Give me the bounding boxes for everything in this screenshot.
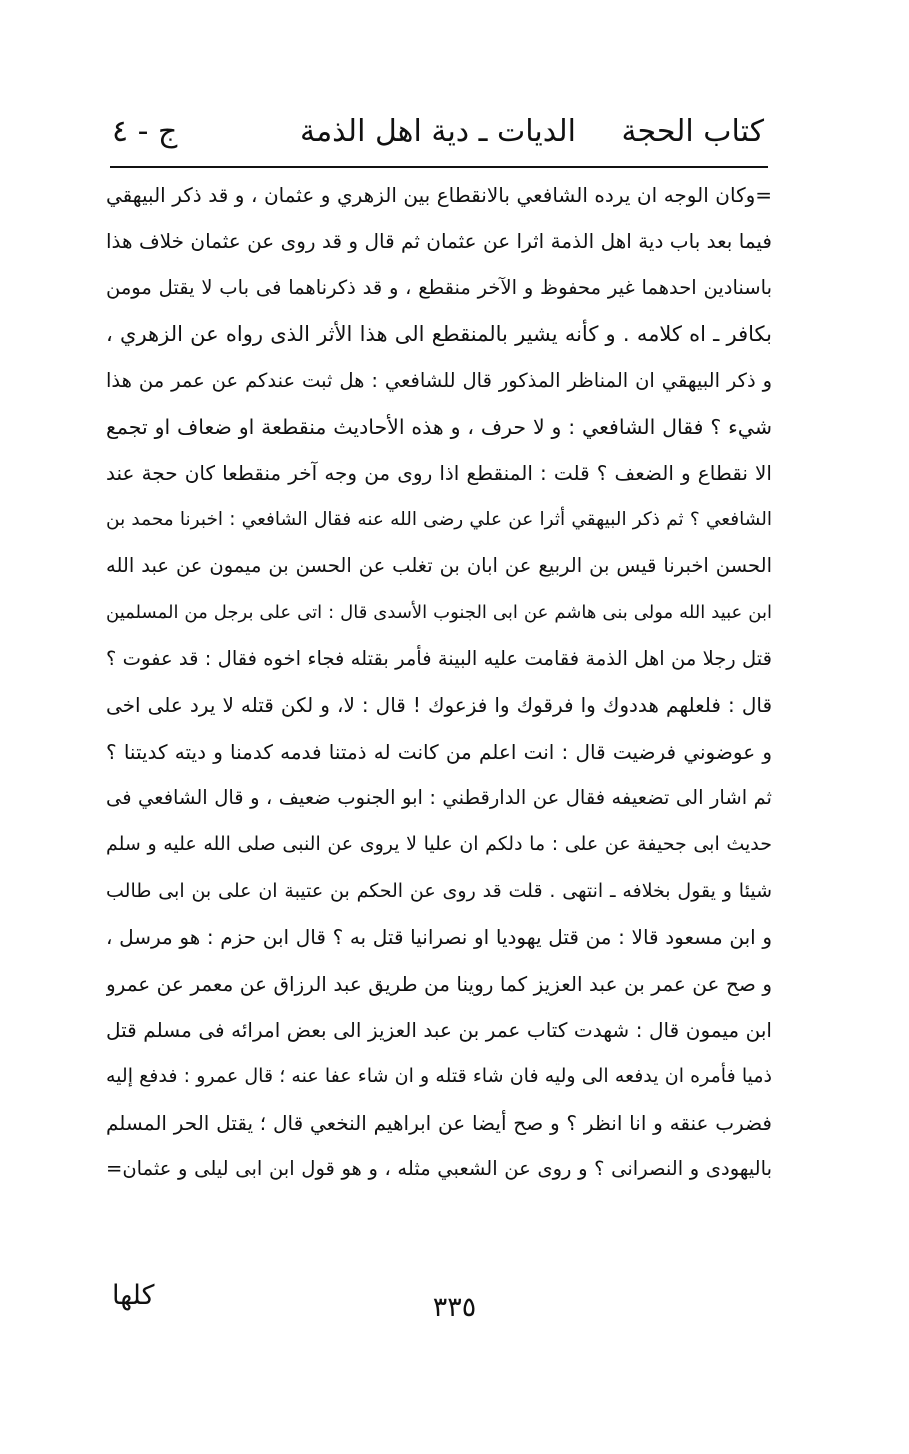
- text-line: باسنادين احدهما غير محفوظ و الآخر منقطع ، و قد ذكرناهما فى باب لا يقتل مومن: [106, 275, 772, 299]
- text-line: ابن ميمون قال : شهدت كتاب عمر بن عبد العزيز الى بعض امرائه فى مسلم قتل: [106, 1018, 772, 1043]
- body-text: [106, 172, 772, 1193]
- catchword: كلها: [112, 1280, 155, 1311]
- page-number: ٣٣٥: [432, 1292, 477, 1323]
- text-line: شيء ؟ فقال الشافعي : و لا حرف ، و هذه الأحاديث منقطعة او ضعاف او تجمع: [106, 414, 772, 439]
- text-line: و ابن مسعود قالا : من قتل يهوديا او نصرانيا قتل به ؟ قال ابن حزم : هو مرسل ،: [106, 925, 772, 950]
- text-line: ثم اشار الى تضعيفه فقال عن الدارقطني : ابو الجنوب ضعيف ، و قال الشافعي فى: [106, 786, 772, 810]
- text-line: الحسن اخبرنا قيس بن الربيع عن ابان بن تغلب عن الحسن بن ميمون عن عبد الله: [106, 554, 772, 578]
- text-line: فيما بعد باب دية اهل الذمة اثرا عن عثمان ثم قال و قد روى عن عثمان خلاف هذا: [106, 229, 772, 254]
- text-line: ابن عبيد الله مولى بنى هاشم عن ابى الجنوب الأسدى قال : اتى على برجل من المسلمين: [106, 601, 772, 623]
- running-header: [112, 104, 764, 160]
- header-rule: [110, 166, 768, 168]
- text-line: فضرب عنقه و انا انظر ؟ و صح أيضا عن ابراهيم النخعي قال ؛ يقتل الحر المسلم: [106, 1110, 772, 1135]
- section-title: الديات ـ دية اهل الذمة: [300, 114, 576, 149]
- text-line: الشافعي ؟ ثم ذكر البيهقي أثرا عن علي رضى الله عنه فقال الشافعي : اخبرنا محمد بن: [106, 508, 772, 530]
- volume-label: ج - ٤: [112, 114, 178, 149]
- text-line: باليهودى و النصرانى ؟ و روى عن الشعبي مثله ، و هو قول ابن ابى ليلى و عثمان=: [106, 1157, 772, 1181]
- text-line: قتل رجلا من اهل الذمة فقامت عليه البينة فأمر بقتله فجاء اخوه فقال : قد عفوت ؟: [106, 646, 772, 670]
- text-line: قال : فلعلهم هددوك وا فرقوك وا فزعوك ! قال : لا، و لكن قتله لا يرد على اخى: [106, 693, 772, 718]
- text-line: شيئا و يقول بخلافه ـ انتهى . قلت قد روى عن الحكم بن عتيبة ان على بن ابى طالب: [106, 879, 772, 902]
- text-line: =وكان الوجه ان يرده الشافعي بالانقطاع بين الزهري و عثمان ، و قد ذكر البيهقي: [106, 183, 772, 207]
- book-title: كتاب الحجة: [621, 114, 764, 149]
- text-line: و صح عن عمر بن عبد العزيز كما روينا من طريق عبد الرزاق عن معمر عن عمرو: [106, 971, 772, 996]
- text-line: الا نقطاع و الضعف ؟ قلت : المنقطع اذا روى من وجه آخر منقطعا كان حجة عند: [106, 461, 772, 486]
- text-line: ذميا فأمره ان يدفعه الى وليه فان شاء قتله و ان شاء عفا عنه ؛ قال عمرو : فدفع إليه: [106, 1065, 772, 1088]
- text-line: بكافر ـ اه كلامه . و كأنه يشير بالمنقطع الى هذا الأثر الذى رواه عن الزهري ،: [106, 322, 772, 347]
- text-line: و عوضوني فرضيت قال : انت اعلم من كانت له ذمتنا فدمه كدمنا و ديته كديتنا ؟: [106, 739, 772, 764]
- text-line: حديث ابى جحيفة عن على : ما دلكم ان عليا لا يروى عن النبى صلى الله عليه و سلم: [106, 833, 772, 856]
- text-line: و ذكر البيهقي ان المناظر المذكور قال للشافعي : هل ثبت عندكم عن عمر من هذا: [106, 368, 772, 392]
